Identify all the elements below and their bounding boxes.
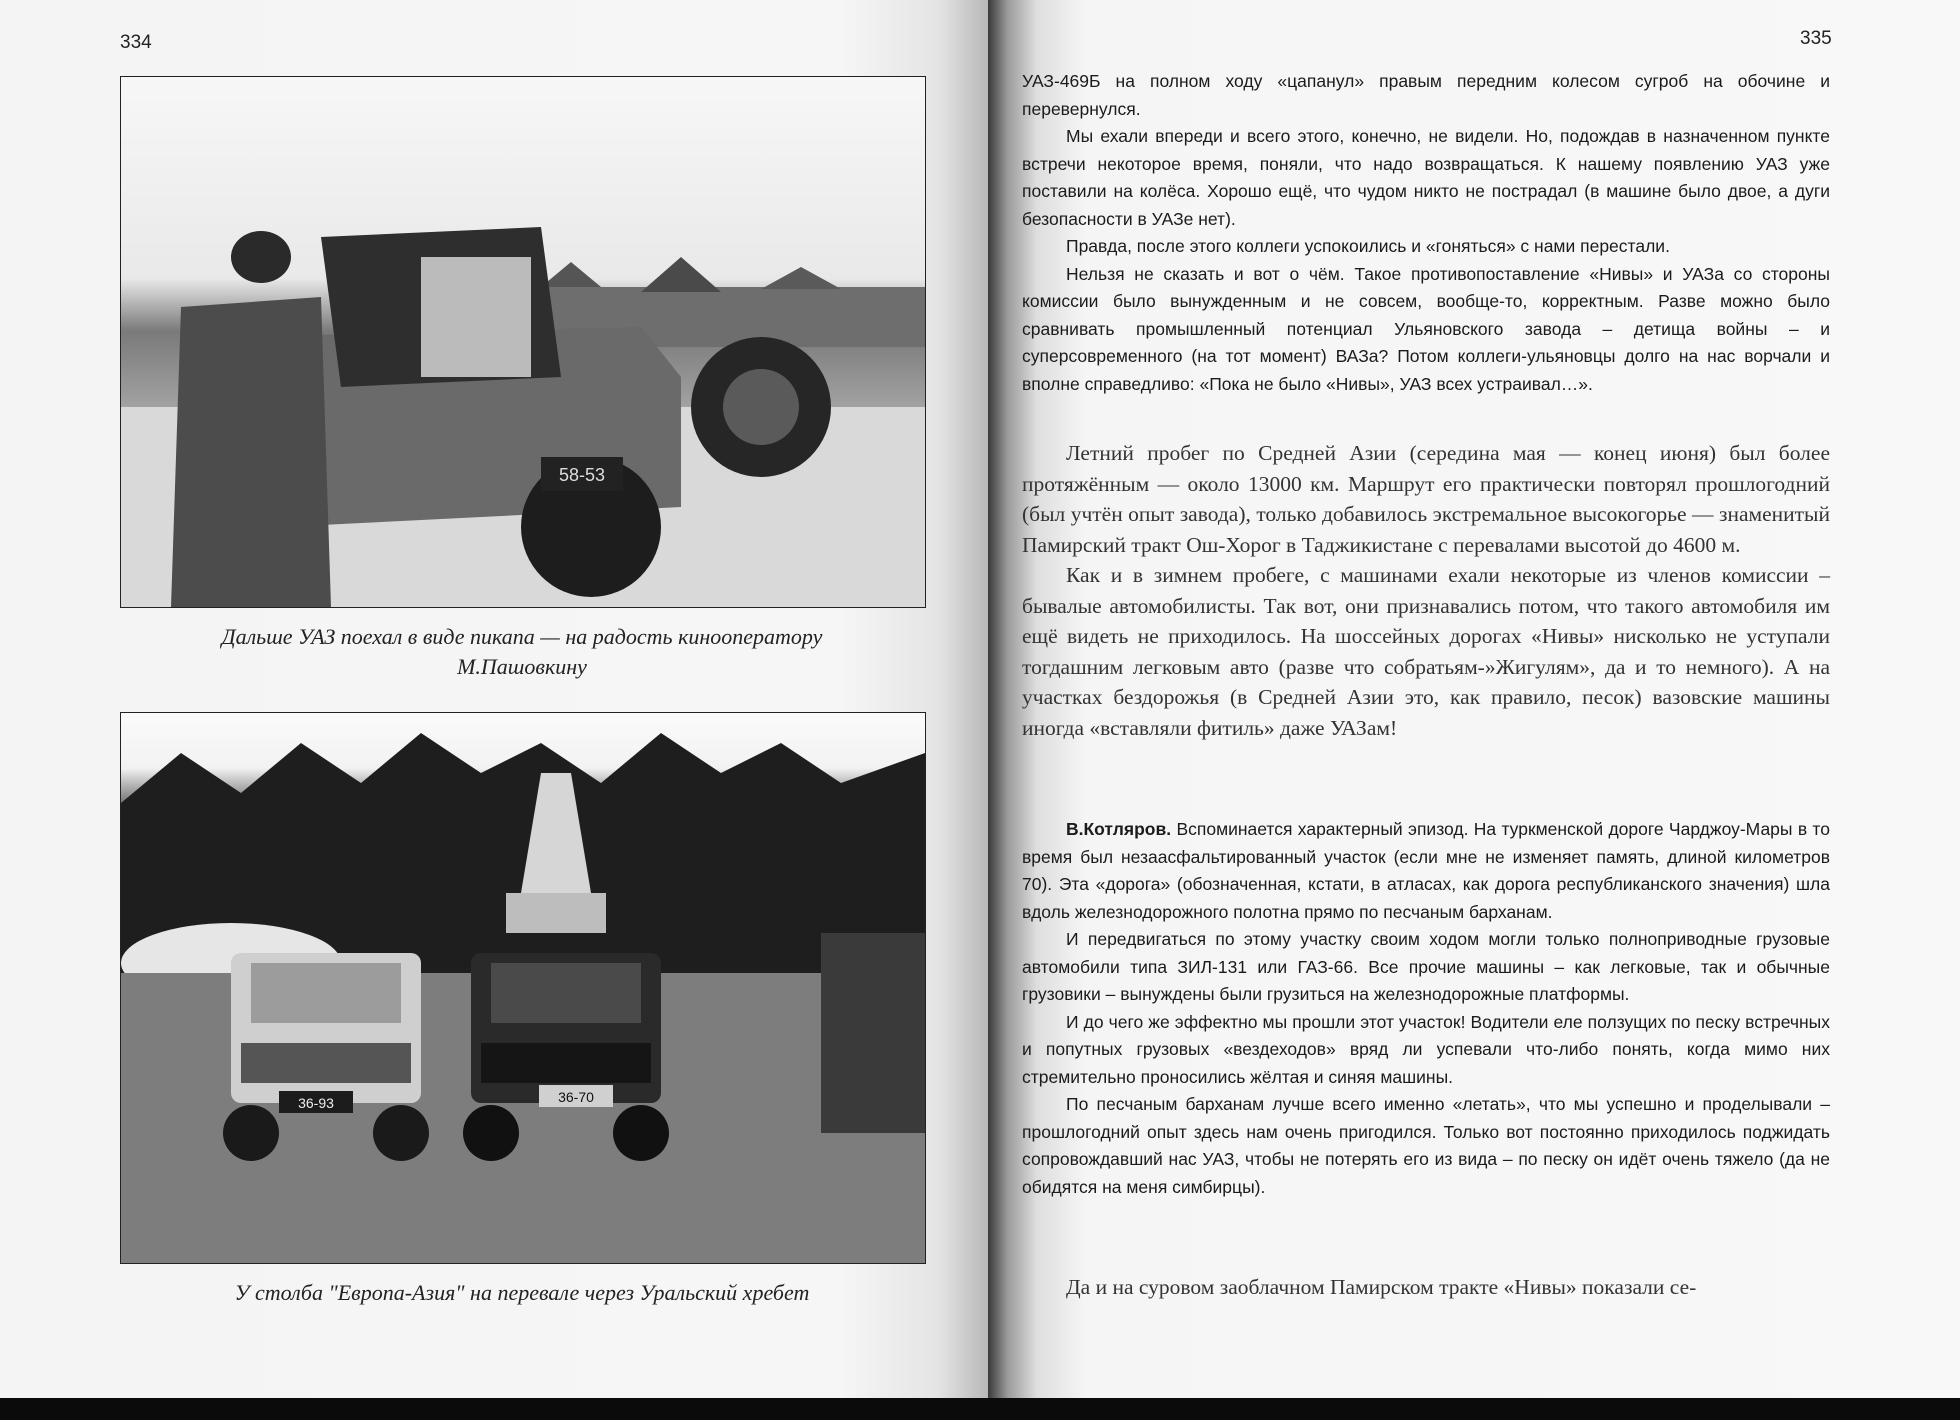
paragraph-author	[1022, 816, 1830, 926]
photo-uaz-pickup-drawing	[121, 77, 925, 607]
author-text: Вспоминается характерный эпизод. На туркменской дороге Чарджоу-Мары в то время был незаасфальтированный участок (если мне не изменяет память, длиной километров 70). Эта «дорога» (обозначенная, кстати, в атласах, как дорога республиканского значения) шла вдоль железнодорожного полотна прямо по песчаным барханам.	[1022, 819, 1830, 922]
paragraph: Нельзя не сказать и вот о чём. Такое противопоставление «Нивы» и УАЗа со стороны комиссии было вынужденным и не совсем, вообще-то, корректным. Разве можно было сравнивать промышленный потенциал Ульяновского завода – детища войны – и суперсовременного (на тот момент) ВАЗа? Потом коллеги-ульяновцы долго на нас ворчали и вполне справедливо: «Пока не было «Нивы», УАЗ всех устраивал…».	[1022, 263, 1830, 394]
paragraph: Как и в зимнем пробеге, с машинами ехали некоторые из членов комиссии – бывалые автомобилисты. Так вот, они признавались потом, что такого автомобиля им ещё видеть не приходилось. На шоссейных дорогах «Нивы» нисколько не уступали тогдашним легковым авто (разве что собратьям-»Жигулям», да и то немного). А на участках бездорожья (в Средней Азии это, как правило, песок) вазовские машины иногда «вставляли фитиль» даже УАЗам!	[1022, 563, 1830, 740]
paragraph: И до чего же эффектно мы прошли этот участок! Водители еле ползущих по песку встречных и попутных грузовых «вездеходов» вряд ли успевали что-либо понять, когда мимо них стремительно проносились жёлтая и синяя машины.	[1022, 1011, 1830, 1087]
photo2-plate-left: 36-93	[298, 1095, 334, 1111]
photo-europe-asia-drawing	[121, 713, 925, 1263]
photo1-caption-line1: Дальше УАЗ поехал в виде пикапа — на радость кинооператору	[221, 624, 823, 649]
paragraph: Мы ехали впереди и всего этого, конечно, не видели. Но, подождав в назначенном пункте встречи некоторое время, поняли, что надо возвращаться. К нашему появлению УАЗ уже поставили на колёса. Хорошо ещё, что чудом никто не пострадал (в машине было двое, а дуги безопасности в УАЗе нет).	[1022, 126, 1830, 229]
paragraph: Правда, после этого коллеги успокоились и «гоняться» с нами перестали.	[1066, 236, 1670, 256]
paragraph: Да и на суровом заоблачном Памирском тракте «Нивы» показали се-	[1066, 1275, 1697, 1299]
page-number-left: 334	[120, 32, 152, 53]
photo1-plate: 58-53	[558, 465, 606, 485]
scan-bottom-edge	[0, 1398, 1960, 1420]
text-block-4	[1022, 1272, 1830, 1303]
paragraph: И передвигаться по этому участку своим ходом могли только полноприводные грузовые автомобили типа ЗИЛ-131 или ГАЗ-66. Все прочие машины – как легковые, так и обычные грузовики – вынуждены были грузиться на железнодорожные платформы.	[1022, 929, 1830, 1004]
photo1-caption-line2: М.Пашовкину	[457, 654, 587, 679]
photo-uaz-pickup	[120, 76, 926, 608]
paragraph: По песчаным барханам лучше всего именно «летать», что мы успешно и проделывали – прошлогодний опыт здесь нам очень пригодился. Только вот постоянно приходилось поджидать сопровождавший нас УАЗ, чтобы не потерять его из вида – по песку он идёт очень тяжело (да не обидятся на меня симбирцы).	[1022, 1094, 1830, 1197]
paragraph: Летний пробег по Средней Азии (середина мая — конец июня) был более протяжённым — около 13000 км. Маршрут его практически повторял прошлогодний (был учтён опыт завода), только добавилось экстремальное высокогорье — знаменитый Памирский тракт Ош-Хорог в Таджикистане с перевалами высотой до 4600 м.	[1022, 441, 1830, 557]
text-block-1	[1022, 68, 1830, 398]
paragraph: УАЗ-469Б на полном ходу «цапанул» правым передним колесом сугроб на обочине и перевернулся.	[1022, 71, 1830, 119]
text-block-2	[1022, 438, 1830, 743]
text-block-3	[1022, 816, 1830, 1201]
photo2-caption: У столба "Европа-Азия" на перевале через Уральский хребет	[234, 1280, 810, 1305]
left-page	[0, 0, 988, 1398]
photo1-caption	[120, 622, 924, 682]
page-number-right: 335	[1800, 28, 1832, 49]
photo-europe-asia-post	[120, 712, 926, 1264]
photo2-plate-right: 36-70	[558, 1089, 594, 1105]
author-name: В.Котляров.	[1066, 819, 1172, 839]
